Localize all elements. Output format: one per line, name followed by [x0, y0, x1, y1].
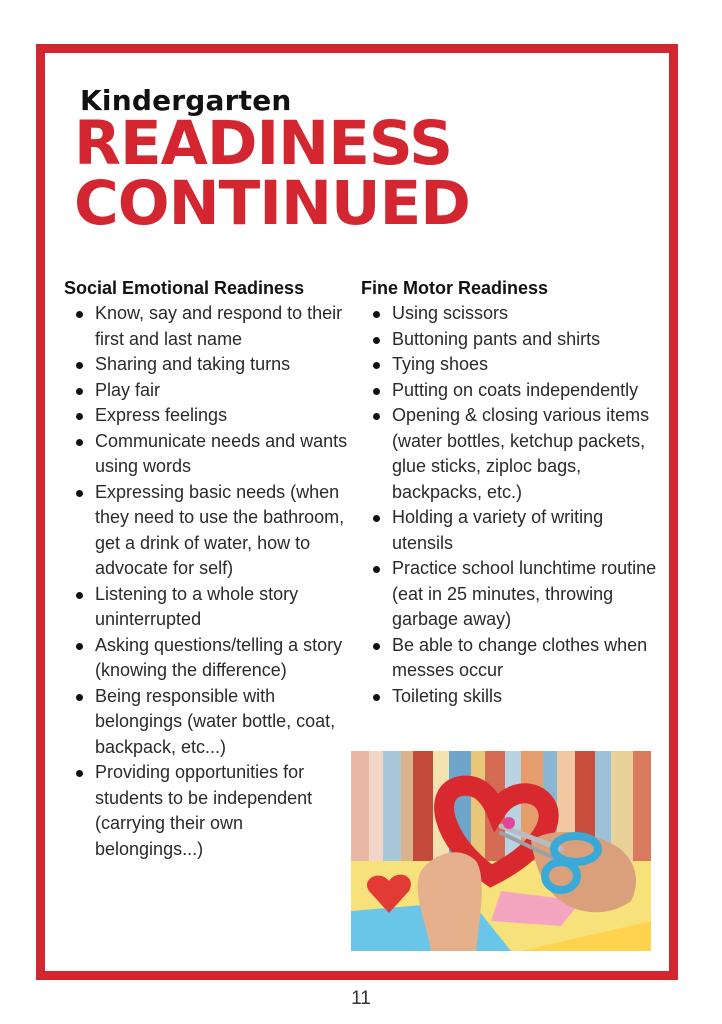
fine-motor-list [361, 301, 661, 709]
list-item: Holding a variety of writing utensils [392, 505, 661, 556]
social-emotional-heading: Social Emotional Readiness [64, 278, 305, 298]
list-item: Opening & closing various items (water bottles, ketchup packets, glue sticks, ziploc bags, backpacks, etc.) [392, 403, 661, 505]
scissors-cutting-heart-photo [351, 751, 651, 951]
photo-illustration [351, 751, 651, 951]
social-emotional-column [64, 276, 354, 862]
social-emotional-list [64, 301, 354, 862]
list-item: Sharing and taking turns [95, 352, 354, 378]
list-item: Being responsible with belongings (water bottle, coat, backpack, etc...) [95, 684, 354, 761]
list-item: Using scissors [392, 301, 661, 327]
list-item: Toileting skills [392, 684, 661, 710]
list-item: Putting on coats independently [392, 378, 661, 404]
title-line-1: READINESS [74, 108, 453, 179]
list-item: Play fair [95, 378, 354, 404]
list-item: Buttoning pants and shirts [392, 327, 661, 353]
title-line-2: CONTINUED [74, 168, 470, 239]
list-item: Expressing basic needs (when they need to use the bathroom, get a drink of water, how to advocate for self) [95, 480, 354, 582]
list-item: Practice school lunchtime routine (eat in 25 minutes, throwing garbage away) [392, 556, 661, 633]
list-item: Express feelings [95, 403, 354, 429]
list-item: Know, say and respond to their first and last name [95, 301, 354, 352]
list-item: Tying shoes [392, 352, 661, 378]
list-item: Listening to a whole story uninterrupted [95, 582, 354, 633]
title-kicker: Kindergarten [80, 84, 292, 117]
fine-motor-heading: Fine Motor Readiness [361, 278, 549, 298]
list-item: Be able to change clothes when messes occur [392, 633, 661, 684]
fine-motor-column [361, 276, 661, 709]
list-item: Communicate needs and wants using words [95, 429, 354, 480]
list-item: Providing opportunities for students to be independent (carrying their own belongings...) [95, 760, 354, 862]
list-item: Asking questions/telling a story (knowing the difference) [95, 633, 354, 684]
page-number: 11 [351, 988, 371, 1009]
